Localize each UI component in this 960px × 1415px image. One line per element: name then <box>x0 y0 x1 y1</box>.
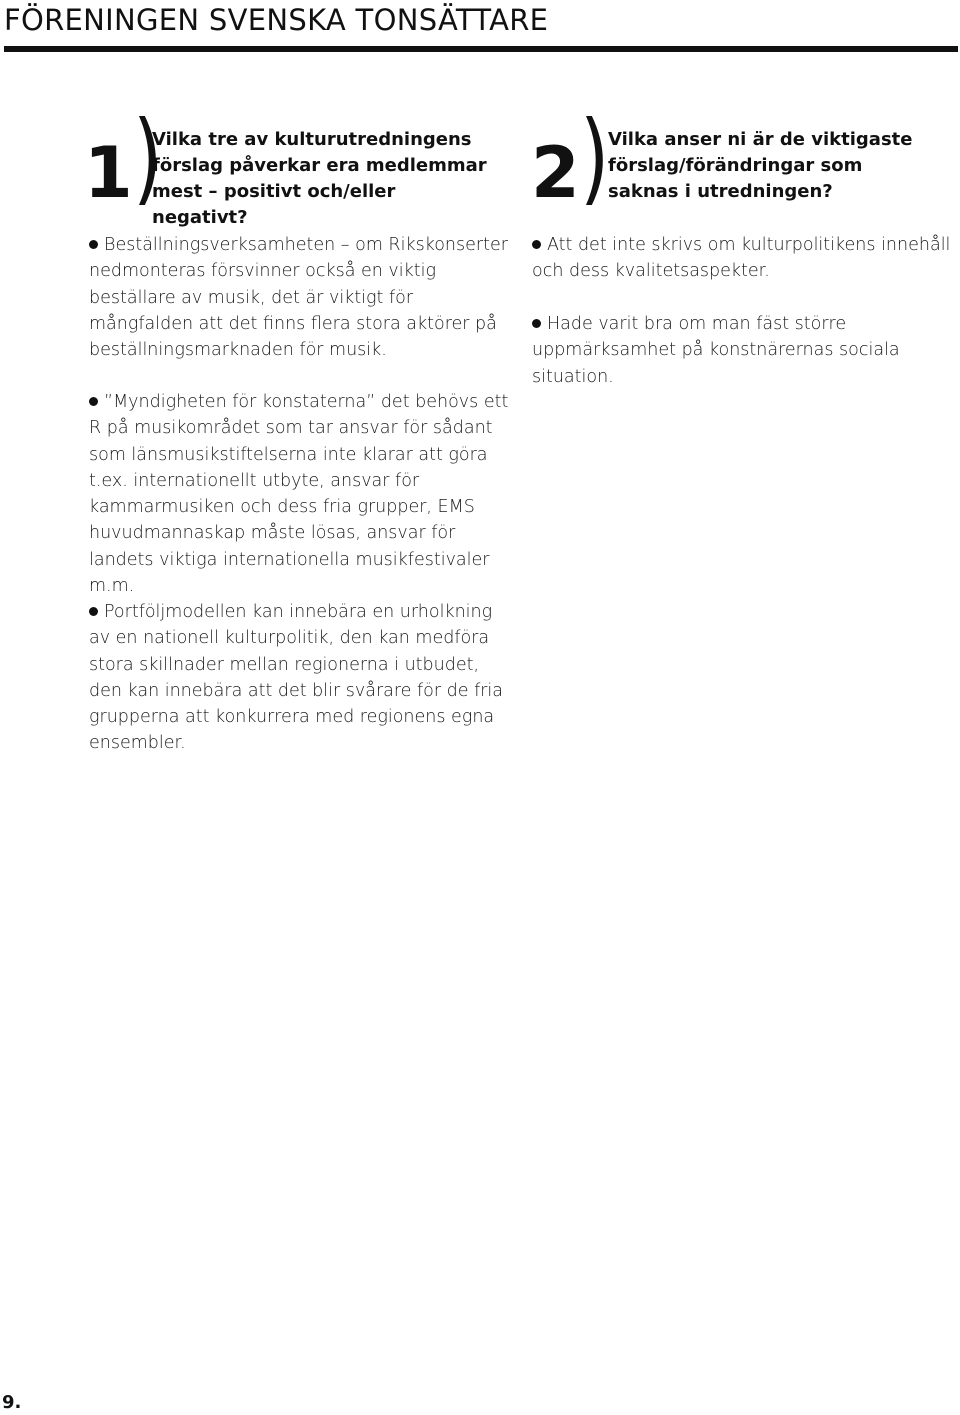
question-1-bullet-2-text: ”Myndigheten för konstaterna” det behövs ett R på musikområdet som tar ansvar för sådant som länsmusikstiftelserna inte klarar att göra t.ex. internationellt utbyte, ansvar för kammarmusiken och dess fria grupper, EMS huvudmannaskap måste lösas, ansvar för landets viktiga internationella musikfestivaler m.m. <box>89 392 509 597</box>
page-header-title: FÖRENINGEN SVENSKA TONSÄTTARE <box>4 3 549 37</box>
question-2-bullet-1 <box>532 232 952 285</box>
question-1-bullet-3 <box>89 599 509 757</box>
bullet-dot-icon <box>532 319 541 328</box>
question-1-bullet-3-text: Portföljmodellen kan innebära en urholkning av en nationell kulturpolitik, den kan medföra stora skillnader mellan regionerna i utbudet, den kan innebära att det blir svårare för de fria grupperna att konkurrera med regionens egna ensembler. <box>89 602 504 754</box>
question-2-paren: ) <box>579 99 609 216</box>
question-2-bullet-2 <box>532 311 952 390</box>
question-1-text: Vilka tre av kulturutredningens förslag påverkar era medlemmar mest – positivt och/eller negativt? <box>152 129 487 228</box>
question-1-bullet-1 <box>89 232 519 363</box>
question-1-bullet-1-text: Beställningsverksamheten – om Rikskonserter nedmonteras försvinner också en viktig beställare av musik, det är viktigt för mångfalden att det finns flera stora aktörer på beställningsmarknaden för musik. <box>89 235 508 361</box>
question-1-paren: ) <box>132 99 162 216</box>
question-2-bullet-1-text: Att det inte skrivs om kulturpolitikens innehåll och dess kvalitetsaspekter. <box>532 235 951 282</box>
question-2-bullet-2-text: Hade varit bra om man fäst större uppmärksamhet på konstnärernas sociala situation. <box>532 314 900 387</box>
bullet-dot-icon <box>89 240 98 249</box>
question-2-text: Vilka anser ni är de viktigaste förslag/förändringar som saknas i utredningen? <box>608 129 913 202</box>
question-1-digit: 1 <box>84 132 133 214</box>
question-1-bullet-2 <box>89 389 519 599</box>
bullet-dot-icon <box>532 240 541 249</box>
question-2-number <box>531 99 619 216</box>
question-2-digit: 2 <box>531 132 580 214</box>
bullet-dot-icon <box>89 397 98 406</box>
page-number: 9. <box>2 1392 22 1413</box>
bullet-dot-icon <box>89 607 98 616</box>
header-divider <box>4 46 958 52</box>
